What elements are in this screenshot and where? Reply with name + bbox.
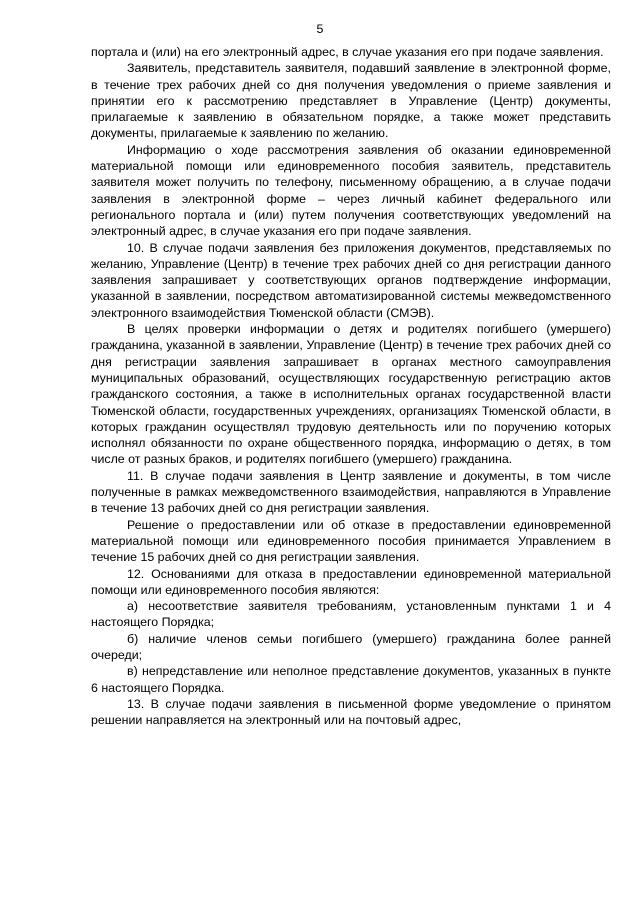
paragraph: 10. В случае подачи заявления без приложения документов, представляемых по желанию, Управление (Центр) в течение трех рабочих дней со дня регистрации данного заявления запрашивает у соответствующих органов подтверждение информации, указанной в заявлении, посредством автоматизированной системы межведомственного электронного взаимодействия Тюменской области (СМЭВ). [91, 240, 611, 320]
list-item: а) несоответствие заявителя требованиям, установленным пунктами 1 и 4 настоящего Порядка; [91, 599, 611, 630]
paragraph: портала и (или) на его электронный адрес, в случае указания его при подаче заявления. [91, 45, 604, 59]
paragraph: 13. В случае подачи заявления в письменной форме уведомление о принятом решении направляется на электронный или на почтовый адрес, [91, 696, 611, 728]
paragraph: Решение о предоставлении или об отказе в предоставлении единовременной материальной помощи или единовременного пособия принимается Управлением в течение 15 рабочих дней со дня регистрации заявления. [91, 517, 611, 565]
paragraph: 11. В случае подачи заявления в Центр заявление и документы, в том числе полученные в рамках межведомственного взаимодействия, направляются в Управление в течение 13 рабочих дней со дня регистрации заявления. [91, 468, 611, 516]
paragraph: Информацию о ходе рассмотрения заявления об оказании единовременной материальной помощи или единовременного пособия заявитель, представитель заявителя может получить по телефону, письменному обращению, а в случае подачи заявления в электронной форме – через личный кабинет федерального или регионального портала и (или) путем получения соответствующих уведомлений на электронный адрес, в случае указания его при подаче заявления. [91, 142, 611, 239]
paragraph: В целях проверки информации о детях и родителях погибшего (умершего) гражданина, указанной в заявлении, Управление (Центр) в течение трех рабочих дней со дня регистрации заявления запрашивает в органах местного самоуправления муниципальных образований, осуществляющих государственную регистрацию актов гражданского состояния, а также в исполнительных органах государственной власти Тюменской области, государственных учреждениях, организациях Тюменской области, в которых гражданин осуществлял трудовую деятельность или по поручению которых исполнял обязанности по охране общественного порядка, информацию о детях, в том числе от разных браков, и родителях погибшего (умершего) гражданина. [91, 322, 611, 467]
paragraph: 12. Основаниями для отказа в предоставлении единовременной материальной помощи или единовременного пособия являются: [91, 566, 611, 597]
list-item: б) наличие членов семьи погибшего (умершего) гражданина более ранней очереди; [91, 631, 611, 662]
paragraph: Заявитель, представитель заявителя, подавший заявление в электронной форме, в течение трех рабочих дней со дня получения уведомления о приеме заявления и принятии его к рассмотрению представляет в Управление (Центр) документы, прилагаемые к заявлению в обязательном порядке, а также может представить документы, прилагаемые к заявлению по желанию. [91, 61, 611, 141]
document-body [91, 44, 611, 728]
list-item: в) непредставление или неполное представление документов, указанных в пункте 6 настоящего Порядка. [91, 664, 611, 695]
page-number: 5 [316, 22, 324, 36]
